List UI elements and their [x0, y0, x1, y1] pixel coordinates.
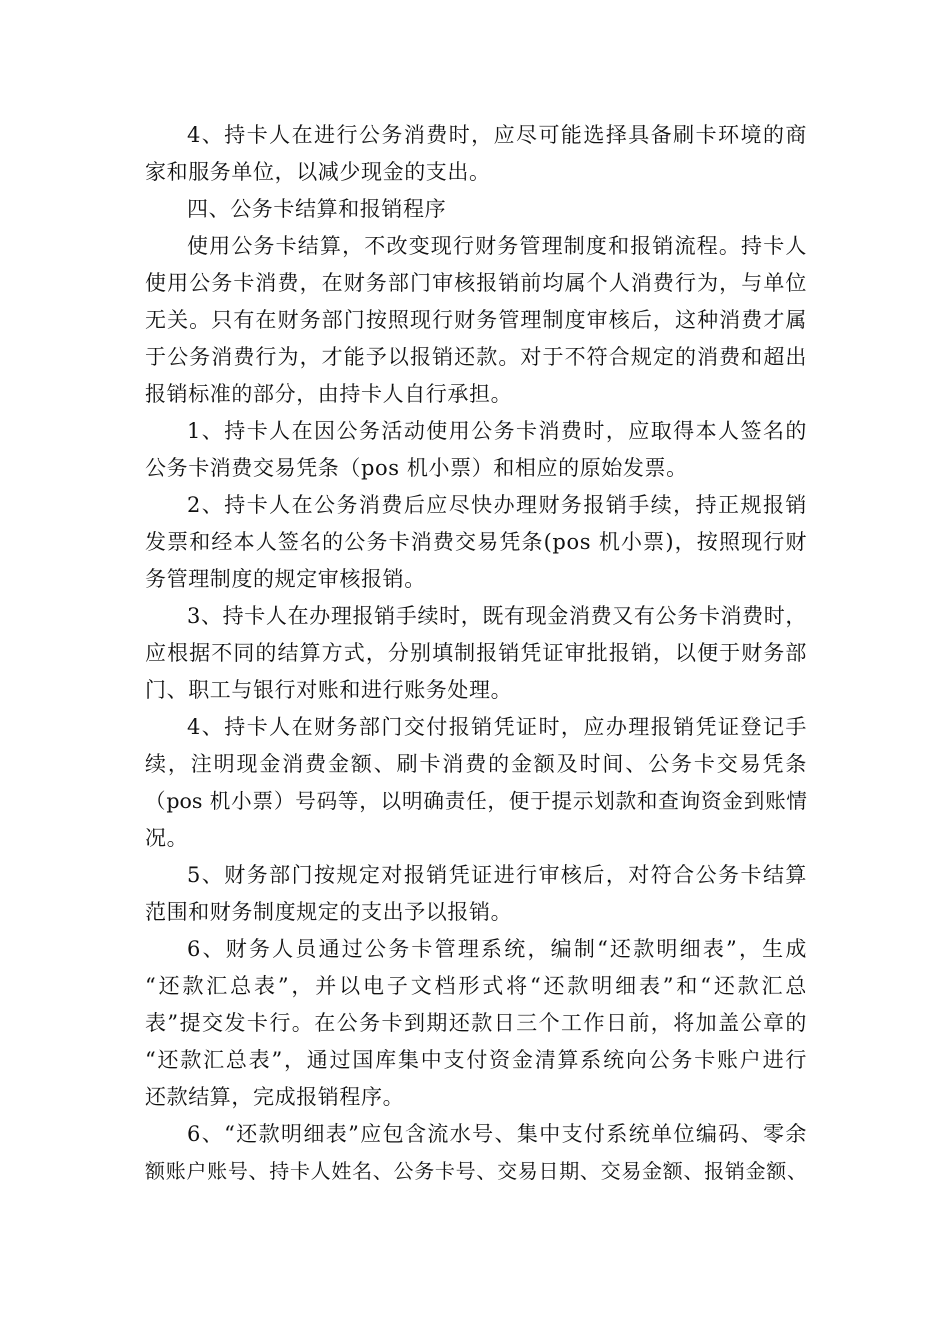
document-line: 应根据不同的结算方式，分别填制报销凭证审批报销，以便于财务部: [145, 641, 807, 665]
document-line: 使用公务卡结算，不改变现行财务管理制度和报销流程。持卡人: [187, 234, 807, 258]
document-line: 4、持卡人在进行公务消费时，应尽可能选择具备刷卡环境的商: [187, 123, 807, 147]
document-line: 4、持卡人在财务部门交付报销凭证时，应办理报销凭证登记手: [187, 715, 807, 739]
document-line: 于公务消费行为，才能予以报销还款。对于不符合规定的消费和超出: [145, 345, 807, 369]
document-line: 5、财务部门按规定对报销凭证进行审核后，对符合公务卡结算: [187, 863, 807, 887]
document-line: 公务卡消费交易凭条（pos 机小票）和相应的原始发票。: [145, 456, 688, 480]
document-line: 况。: [145, 826, 189, 850]
document-line: 范围和财务制度规定的支出予以报销。: [145, 900, 513, 924]
document-line: 3、持卡人在办理报销手续时，既有现金消费又有公务卡消费时，: [187, 604, 807, 628]
document-line: 续，注明现金消费金额、刷卡消费的金额及时间、公务卡交易凭条: [145, 752, 807, 776]
document-line: “还款汇总表”，并以电子文档形式将“还款明细表”和“还款汇总: [145, 974, 807, 998]
document-line: 6、财务人员通过公务卡管理系统，编制“还款明细表”，生成: [187, 937, 807, 961]
document-line: 1、持卡人在因公务活动使用公务卡消费时，应取得本人签名的: [187, 419, 807, 443]
document-line: 额账户账号、持卡人姓名、公务卡号、交易日期、交易金额、报销金额、: [145, 1159, 807, 1183]
document-line: 表”提交发卡行。在公务卡到期还款日三个工作日前，将加盖公章的: [145, 1011, 807, 1035]
document-line: 四、公务卡结算和报销程序: [187, 197, 447, 221]
document-line: 还款结算，完成报销程序。: [145, 1085, 405, 1109]
document-line: 报销标准的部分，由持卡人自行承担。: [145, 382, 513, 406]
document-body: [145, 117, 807, 1190]
document-line: （pos 机小票）号码等，以明确责任，便于提示划款和查询资金到账情: [145, 789, 807, 813]
document-line: 无关。只有在财务部门按照现行财务管理制度审核后，这种消费才属: [145, 308, 807, 332]
document-line: 家和服务单位，以减少现金的支出。: [145, 160, 491, 184]
document-line: “还款汇总表”，通过国库集中支付资金清算系统向公务卡账户进行: [145, 1048, 807, 1072]
document-line: 务管理制度的规定审核报销。: [145, 567, 426, 591]
document-line: 2、持卡人在公务消费后应尽快办理财务报销手续，持正规报销: [187, 493, 807, 517]
document-line: 使用公务卡消费，在财务部门审核报销前均属个人消费行为，与单位: [145, 271, 807, 295]
document-line: 6、“还款明细表”应包含流水号、集中支付系统单位编码、零余: [187, 1122, 807, 1146]
document-line: 发票和经本人签名的公务卡消费交易凭条(pos 机小票)，按照现行财: [145, 530, 807, 554]
document-line: 门、职工与银行对账和进行账务处理。: [145, 678, 513, 702]
